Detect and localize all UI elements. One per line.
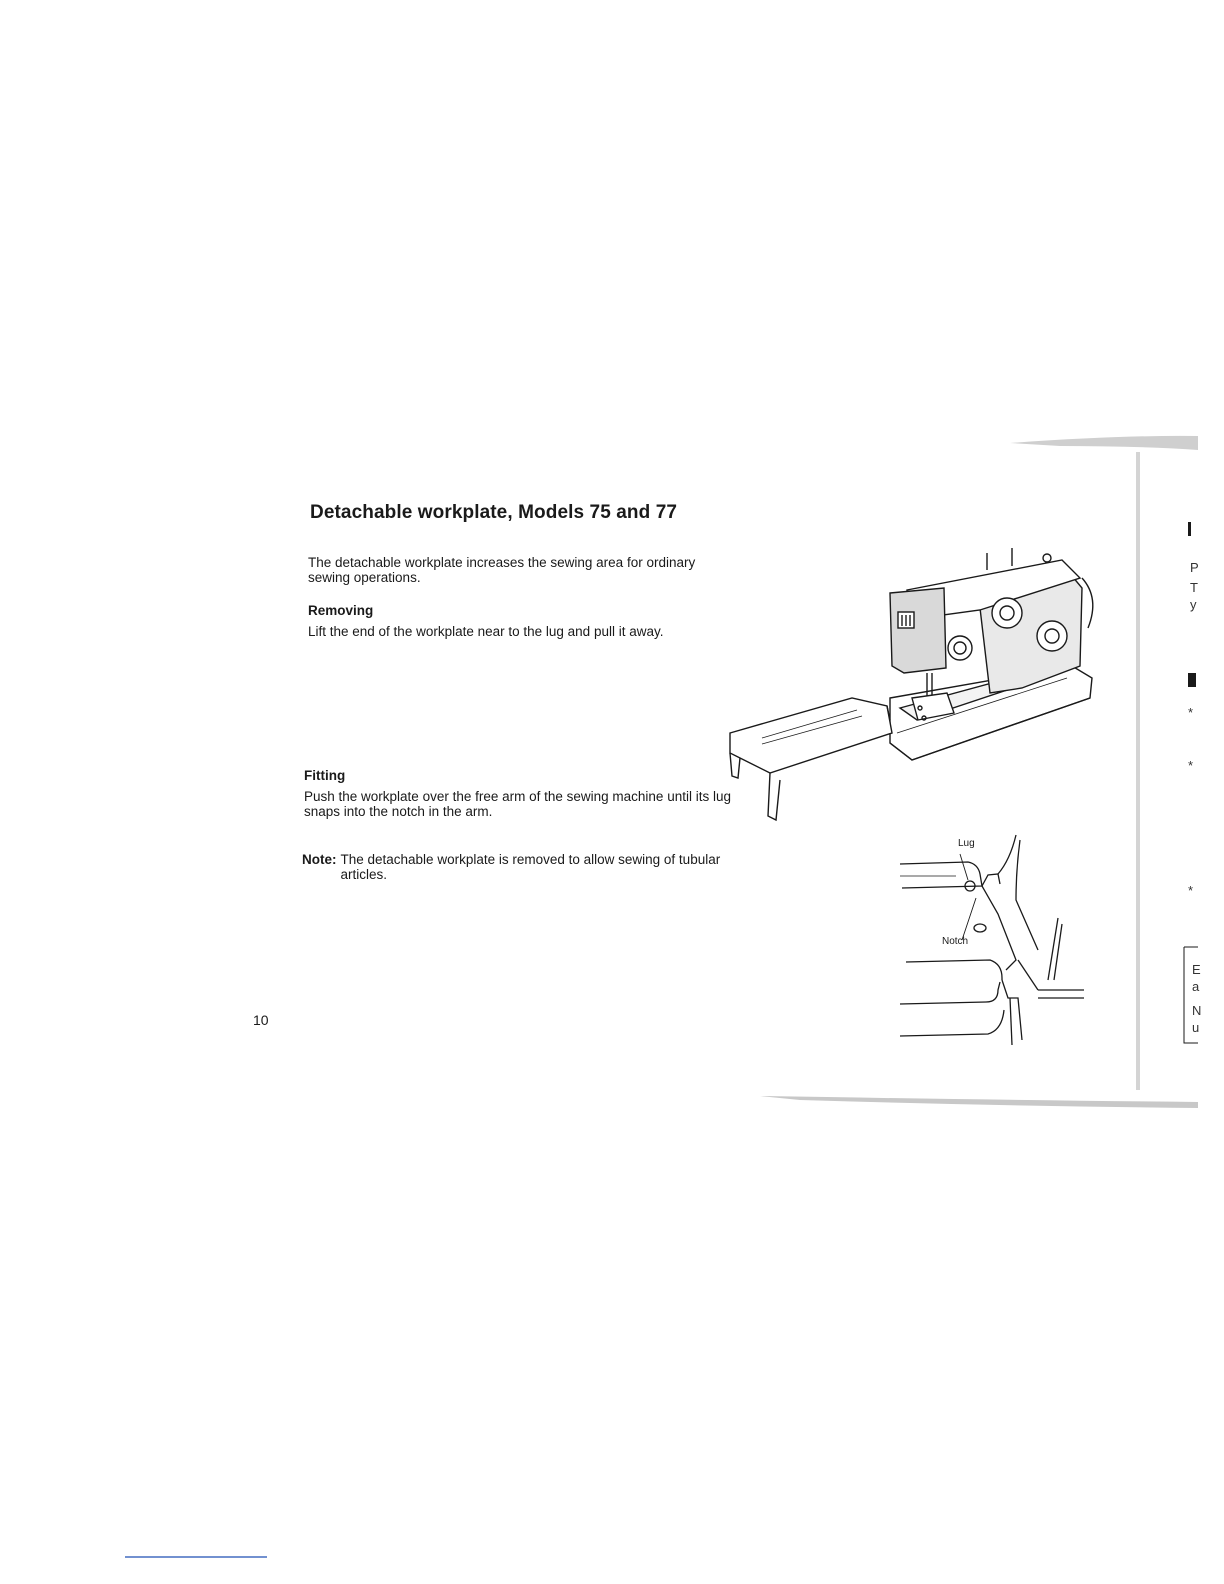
next-page-fragment: *	[1188, 883, 1194, 898]
removing-text: Lift the end of the workplate near to the lug and pull it away.	[308, 624, 664, 639]
note-label: Note:	[302, 852, 337, 867]
next-page-fragment: *	[1188, 758, 1194, 773]
next-page-heading-fragment	[1188, 522, 1191, 536]
next-page-fragment: a	[1192, 979, 1200, 994]
next-page-fragment: u	[1192, 1020, 1200, 1035]
next-page-fragment: T	[1190, 580, 1198, 595]
intro-paragraph: The detachable workplate increases the sewing area for ordinary sewing operations.	[308, 555, 696, 585]
next-page-heading-fragment-2	[1188, 673, 1196, 687]
page-number: 10	[253, 1012, 269, 1028]
bottom-page-edge	[760, 1096, 1198, 1108]
next-page-fragment: y	[1190, 597, 1197, 612]
removing-heading: Removing	[308, 603, 374, 618]
page-title: Detachable workplate, Models 75 and 77	[310, 502, 678, 523]
next-page-fragment: E	[1192, 962, 1201, 977]
fitting-heading: Fitting	[304, 768, 346, 783]
next-page-fragment: N	[1192, 1003, 1202, 1018]
next-page-fragment: *	[1188, 705, 1194, 720]
note-text: The detachable workplate is removed to allow sewing of tubular articles.	[340, 852, 721, 882]
next-page-fragment: P	[1190, 560, 1199, 575]
lug-label: Lug	[958, 838, 975, 849]
top-page-edge	[1010, 436, 1198, 450]
notch-label: Notch	[942, 936, 969, 947]
fitting-text: Push the workplate over the free arm of the sewing machine until its lug snaps into the notch in the arm.	[304, 789, 731, 819]
